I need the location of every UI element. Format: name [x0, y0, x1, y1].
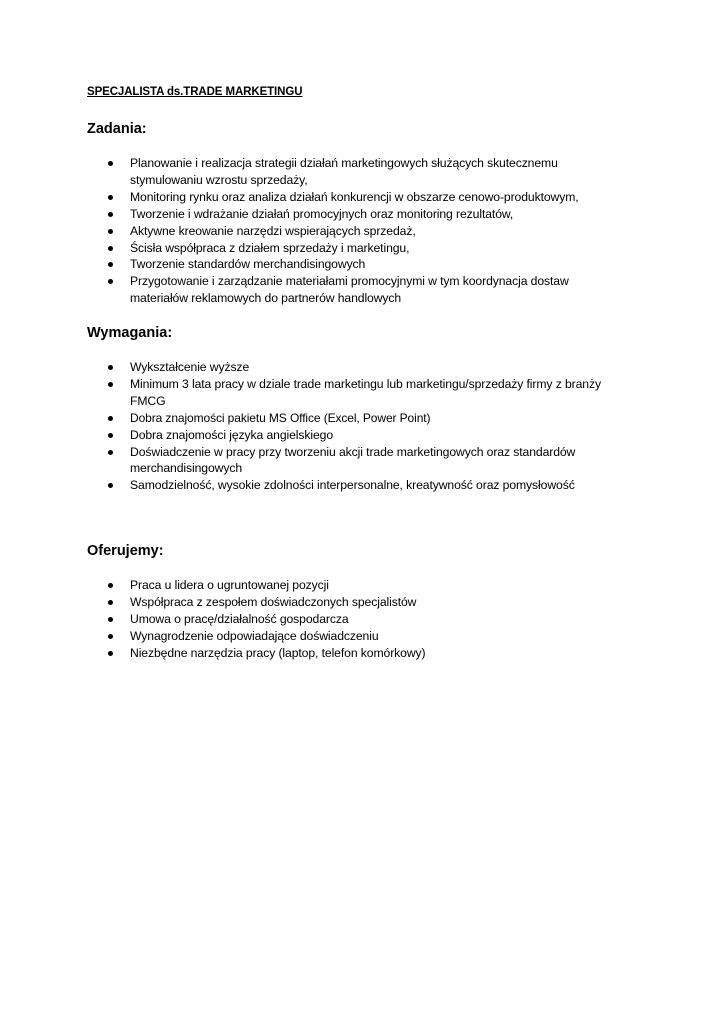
list-item: Dobra znajomości pakietu MS Office (Excel, Power Point): [0, 410, 610, 427]
section-heading-zadania: Zadania:: [87, 121, 147, 137]
bullet-icon: [108, 651, 113, 656]
requirements-list: [0, 359, 610, 494]
bullet-icon: [108, 450, 113, 455]
bullet-icon: [108, 161, 113, 166]
bullet-icon: [108, 433, 113, 438]
list-item: Niezbędne narzędzia pracy (laptop, telefon komórkowy): [0, 645, 610, 662]
list-item: Umowa o pracę/działalność gospodarcza: [0, 611, 610, 628]
list-item: Tworzenie standardów merchandisingowych: [0, 256, 610, 273]
bullet-icon: [108, 634, 113, 639]
bullet-icon: [108, 195, 113, 200]
bullet-icon: [108, 365, 113, 370]
list-item: Doświadczenie w pracy przy tworzeniu akcji trade marketingowych oraz standardów merchandisingowych: [0, 444, 610, 478]
task-list: [0, 155, 610, 307]
list-item: Przygotowanie i zarządzanie materiałami promocyjnymi w tym koordynacja dostaw materiałów reklamowych do partnerów handlowych: [0, 273, 610, 307]
list-item: Minimum 3 lata pracy w dziale trade marketingu lub marketingu/sprzedaży firmy z branży FMCG: [0, 376, 610, 410]
list-item: Tworzenie i wdrażanie działań promocyjnych oraz monitoring rezultatów,: [0, 206, 610, 223]
bullet-icon: [108, 600, 113, 605]
bullet-icon: [108, 416, 113, 421]
list-item: Współpraca z zespołem doświadczonych specjalistów: [0, 594, 610, 611]
bullet-icon: [108, 229, 113, 234]
document-title: SPECJALISTA ds.TRADE MARKETINGU: [87, 86, 303, 98]
bullet-icon: [108, 617, 113, 622]
offer-list: [0, 577, 610, 662]
section-heading-oferujemy: Oferujemy:: [87, 543, 164, 559]
bullet-icon: [108, 583, 113, 588]
list-item: Ścisła współpraca z działem sprzedaży i marketingu,: [0, 240, 610, 257]
list-item: Samodzielność, wysokie zdolności interpersonalne, kreatywność oraz pomysłowość: [0, 477, 610, 494]
list-item: Wykształcenie wyższe: [0, 359, 610, 376]
bullet-icon: [108, 246, 113, 251]
bullet-icon: [108, 262, 113, 267]
section-heading-wymagania: Wymagania:: [87, 325, 173, 341]
list-item: Wynagrodzenie odpowiadające doświadczeniu: [0, 628, 610, 645]
bullet-icon: [108, 382, 113, 387]
bullet-icon: [108, 212, 113, 217]
list-item: Planowanie i realizacja strategii działań marketingowych służących skutecznemu stymulowaniu wzrostu sprzedaży,: [0, 155, 610, 189]
list-item: Dobra znajomości języka angielskiego: [0, 427, 610, 444]
list-item: Praca u lidera o ugruntowanej pozycji: [0, 577, 610, 594]
list-item: Aktywne kreowanie narzędzi wspierających sprzedaż,: [0, 223, 610, 240]
bullet-icon: [108, 483, 113, 488]
list-item: Monitoring rynku oraz analiza działań konkurencji w obszarze cenowo-produktowym,: [0, 189, 610, 206]
bullet-icon: [108, 279, 113, 284]
